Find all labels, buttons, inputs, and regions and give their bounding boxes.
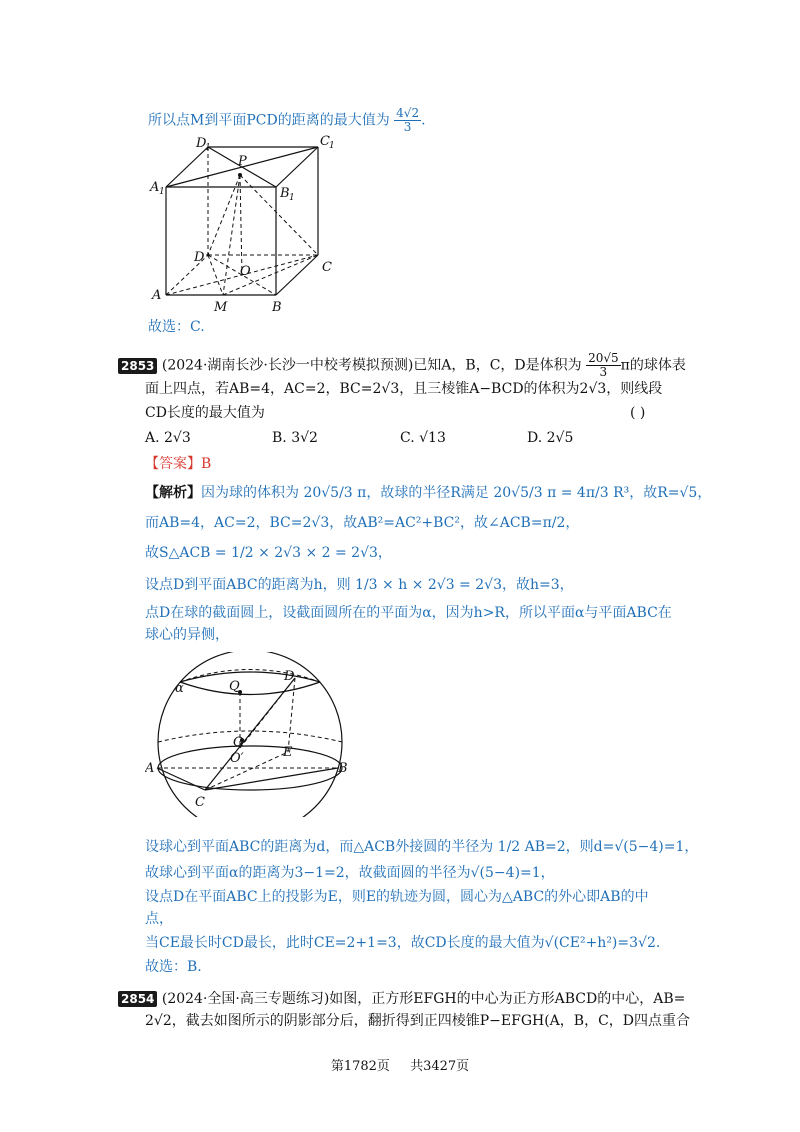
answer-blank: ( ): [630, 405, 646, 421]
page-footer: [0, 1055, 800, 1074]
analysis-line-2: 而AB=4，AC=2，BC=2√3，故AB²=AC²+BC²，故∠ACB=π/2，: [145, 515, 580, 531]
svg-text:O: O: [240, 264, 251, 279]
analysis-line-10: 点，: [145, 911, 173, 927]
svg-text:C: C: [322, 260, 332, 275]
option-a: A. 2√3: [145, 430, 191, 446]
prev-conclusion: 所以点M到平面PCD的距离的最大值为 $\frac{4√2}{3}$ .: [148, 106, 426, 134]
svg-text:B: B: [280, 186, 290, 201]
svg-text:C: C: [195, 795, 205, 810]
problem-2853-stem-line2: 面上四点，若AB=4，AC=2，BC=2√3，且三棱锥A−BCD的体积为2√3，则线段: [145, 381, 663, 397]
problem-2853-stem-line1: 2853 (2024·湖南长沙·长沙一中校考模拟预测)已知A，B，C，D是体积为 $\frac{20√5}{3}$ π的球体表: [118, 352, 686, 379]
svg-text:E: E: [283, 745, 293, 760]
problem-2854-stem-line1: 2854 (2024·全国·高三专题练习)如图，正方形EFGH的中心为正方形ABCD的中心，AB=: [118, 990, 685, 1008]
page-total: 共3427页: [410, 1059, 470, 1074]
analysis-tag: 【解析】: [145, 485, 201, 501]
svg-text:D: D: [196, 136, 207, 151]
answer-tag: 【答案】: [145, 456, 201, 472]
svg-text:O′: O′: [230, 751, 244, 766]
svg-text:A: A: [145, 761, 155, 776]
problem-2854-stem-line2: 2√2，截去如图所示的阴影部分后，翻折得到正四棱锥P−EFGH(A，B，C，D四点重合: [145, 1013, 691, 1029]
option-c: C. √13: [400, 430, 446, 446]
option-d: D. 2√5: [527, 430, 574, 446]
problem-2853-stem-line3: CD长度的最大值为: [145, 405, 265, 421]
answer-line: [145, 455, 211, 473]
analysis-line-7: 设球心到平面ABC的距离为d，而△ACB外接圆的半径为 1/2 AB=2，则d=√(5−4)=1，: [145, 839, 699, 855]
svg-text:1: 1: [289, 193, 295, 203]
svg-text:M: M: [214, 300, 228, 315]
svg-text:1: 1: [159, 187, 165, 197]
answer-value: B: [201, 456, 212, 472]
analysis-line-5: 点D在球的截面圆上，设截面圆所在的平面为α，因为h>R，所以平面α与平面ABC在: [145, 605, 672, 621]
svg-text:B: B: [272, 300, 282, 315]
svg-text:C: C: [320, 135, 330, 149]
analysis-line-9: 设点D在平面ABC上的投影为E，则E的轨迹为圆，圆心为△ABC的外心即AB的中: [145, 889, 649, 905]
analysis-line-8: 故球心到平面α的距离为3−1=2，故截面圆的半径为√(5−4)=1，: [145, 865, 555, 881]
analysis-line-6: 球心的异侧，: [145, 627, 229, 643]
analysis-line-12: 故选：B.: [145, 959, 202, 975]
page-number: 第1782页: [330, 1059, 390, 1074]
analysis-line-11: 当CE最长时CD最长，此时CE=2+1=3，故CD长度的最大值为√(CE²+h²)=3√2.: [145, 935, 661, 951]
svg-text:1: 1: [329, 141, 335, 151]
svg-text:1: 1: [205, 143, 211, 153]
svg-text:O: O: [233, 735, 244, 750]
svg-text:P: P: [238, 154, 247, 169]
svg-text:α: α: [175, 681, 184, 696]
svg-text:D: D: [284, 669, 295, 684]
svg-text:D: D: [194, 250, 205, 265]
analysis-line-3: 故S△ACB = 1/2 × 2√3 × 2 = 2√3，: [145, 545, 392, 561]
svg-text:Q: Q: [229, 679, 240, 694]
question-number-badge: 2854: [118, 991, 157, 1007]
svg-text:A: A: [150, 180, 160, 195]
svg-text:A: A: [152, 288, 162, 303]
analysis-line-4: 设点D到平面ABC的距离为h，则 1/3 × h × 2√3 = 2√3，故h=3，: [145, 577, 574, 593]
analysis-line-1: 【解析】因为球的体积为 20√5/3 π，故球的半径R满足 20√5/3 π = 4π/3 R³，故R=√5，: [145, 485, 712, 501]
sphere-figure: [145, 652, 355, 817]
prev-answer-line: 故选：C.: [148, 319, 205, 335]
cube-figure: [148, 135, 348, 315]
svg-text:B: B: [338, 761, 348, 776]
question-number-badge: 2853: [118, 358, 157, 374]
option-b: B. 3√2: [272, 430, 318, 446]
